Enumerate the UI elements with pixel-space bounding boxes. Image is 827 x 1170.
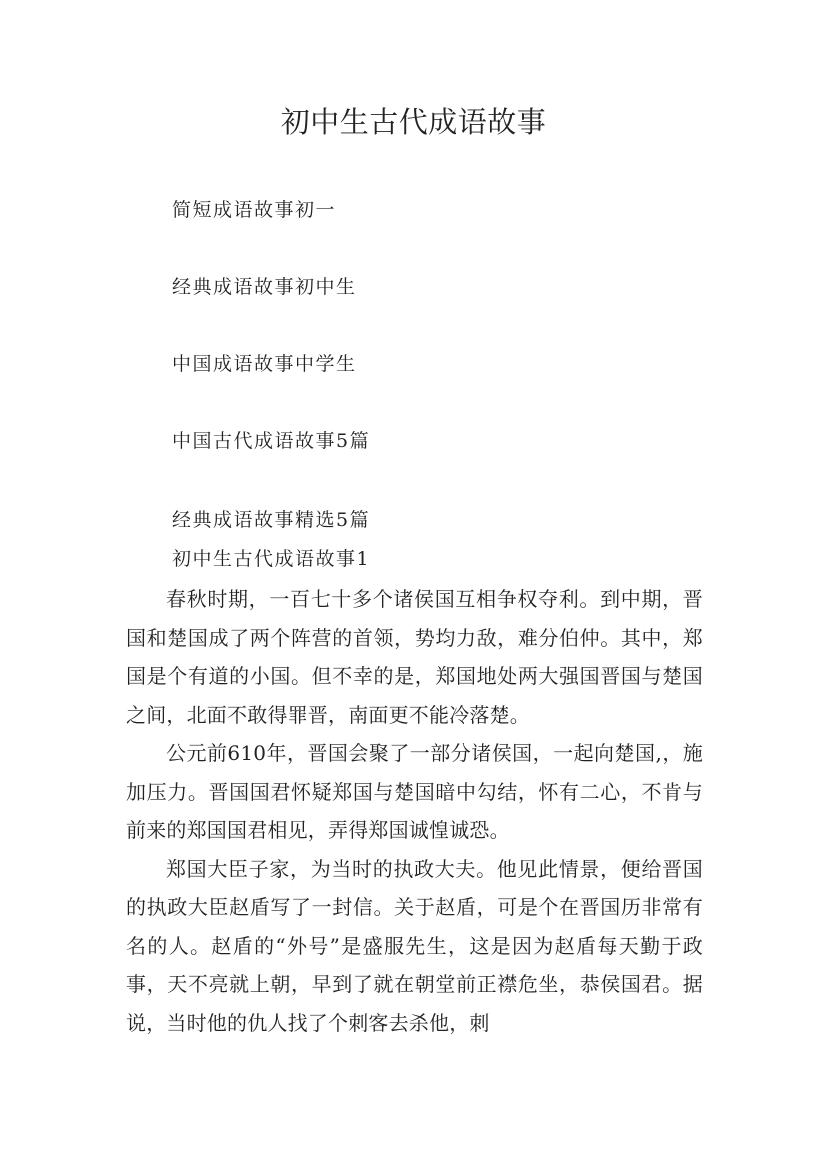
story-body (126, 580, 703, 1042)
section-heading: 初中生古代成语故事1 (172, 548, 371, 570)
story-paragraph: 春秋时期，一百七十多个诸侯国互相争权夺利。到中期，晋国和楚国成了两个阵营的首领，势均力敌，难分伯仲。其中，郑国是个有道的小国。但不幸的是，郑国地处两大强国晋国与楚国之间，北面不敢得罪晋，南面更不能冷落楚。 (126, 587, 703, 727)
document-title: 初中生古代成语故事 (280, 105, 547, 139)
toc-item: 经典成语故事精选5篇 (172, 509, 371, 531)
toc-item: 简短成语故事初一 (172, 199, 337, 221)
story-paragraph: 公元前610年，晋国会聚了一部分诸侯国，一起向楚国,，施加压力。晋国国君怀疑郑国与楚国暗中勾结，怀有二心，不肯与前来的郑国国君相见，弄得郑国诚惶诚恐。 (126, 741, 703, 842)
toc-item: 中国成语故事中学生 (172, 353, 357, 375)
story-paragraph: 郑国大臣子家，为当时的执政大夫。他见此情景，便给晋国的执政大臣赵盾写了一封信。关于赵盾，可是个在晋国历非常有名的人。赵盾的“外号”是盛服先生，这是因为赵盾每天勤于政事，天不亮就上朝，早到了就在朝堂前正襟危坐，恭侯国君。据说，当时他的仇人找了个刺客去杀他，刺 (126, 856, 703, 1035)
toc-item: 中国古代成语故事5篇 (172, 430, 371, 452)
toc-item: 经典成语故事初中生 (172, 276, 357, 298)
